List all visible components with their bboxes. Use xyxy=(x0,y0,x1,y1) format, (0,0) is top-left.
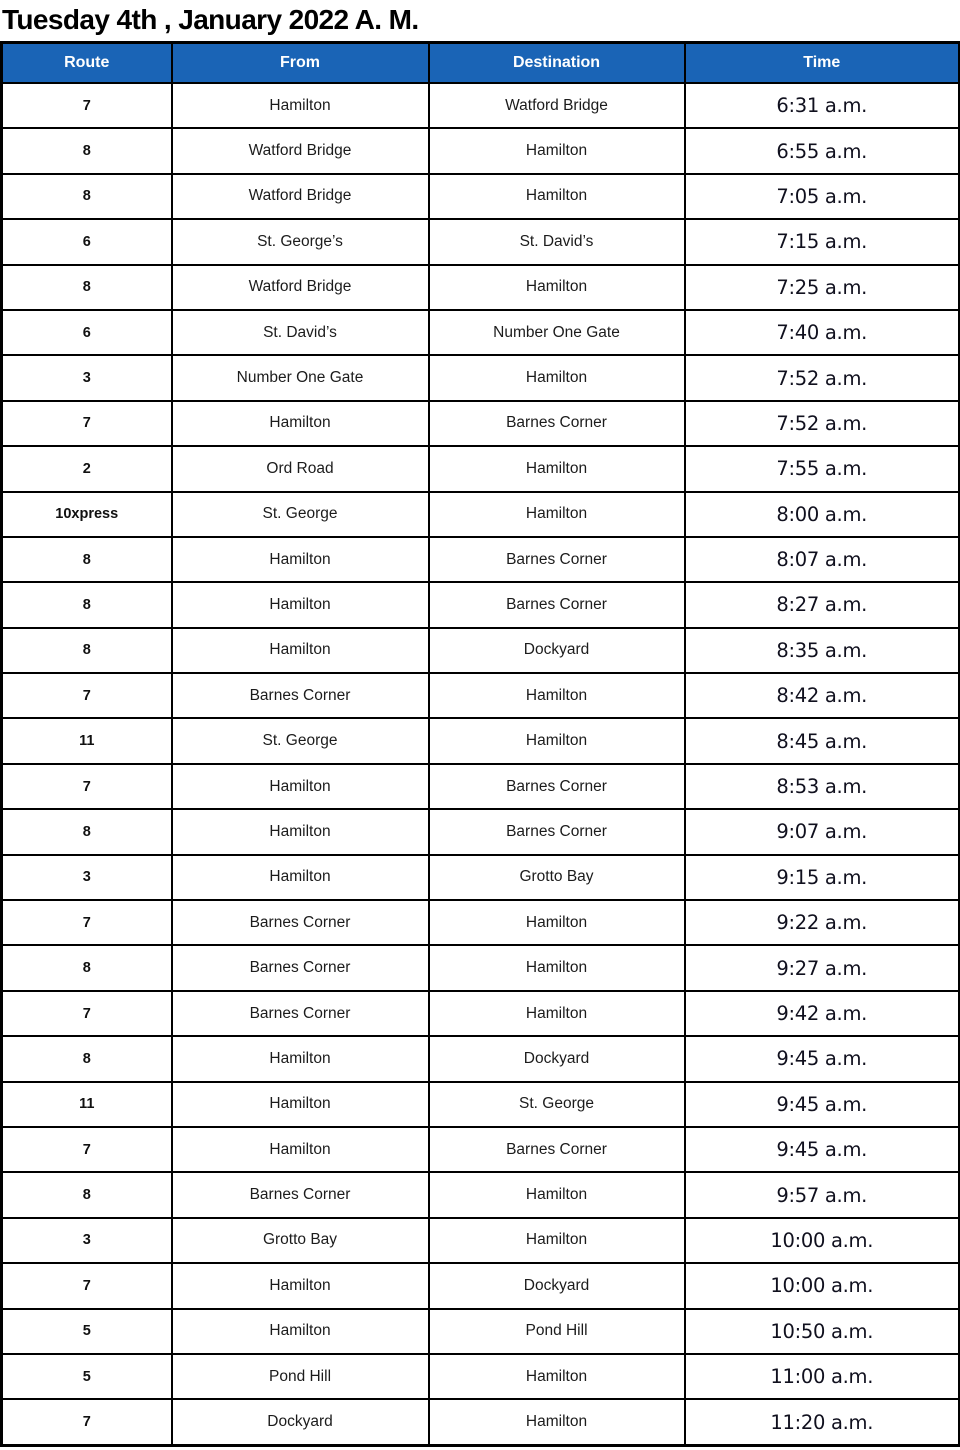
cell-time: 7:40 a.m. xyxy=(685,310,960,355)
cell-time: 7:05 a.m. xyxy=(685,174,960,219)
cell-destination: Grotto Bay xyxy=(429,855,685,900)
table-row xyxy=(2,1218,960,1263)
cell-time: 6:55 a.m. xyxy=(685,128,960,173)
cell-destination: Barnes Corner xyxy=(429,401,685,446)
cell-time: 7:52 a.m. xyxy=(685,401,960,446)
cell-from: Hamilton xyxy=(172,1036,429,1081)
table-row xyxy=(2,582,960,627)
header-row xyxy=(2,43,960,84)
cell-destination: Hamilton xyxy=(429,1354,685,1399)
cell-time: 7:52 a.m. xyxy=(685,355,960,400)
cell-route: 11 xyxy=(2,718,172,763)
column-header-route: Route xyxy=(2,43,172,84)
cell-destination: Barnes Corner xyxy=(429,764,685,809)
cell-time: 9:27 a.m. xyxy=(685,945,960,990)
cell-time: 8:45 a.m. xyxy=(685,718,960,763)
cell-time: 9:45 a.m. xyxy=(685,1036,960,1081)
cell-route: 2 xyxy=(2,446,172,491)
cell-from: Barnes Corner xyxy=(172,900,429,945)
cell-time: 7:55 a.m. xyxy=(685,446,960,491)
cell-time: 8:27 a.m. xyxy=(685,582,960,627)
cell-from: Barnes Corner xyxy=(172,945,429,990)
cell-destination: Pond Hill xyxy=(429,1309,685,1354)
cell-from: Number One Gate xyxy=(172,355,429,400)
bus-schedule-table xyxy=(0,41,960,1447)
cell-from: Barnes Corner xyxy=(172,673,429,718)
cell-destination: Dockyard xyxy=(429,1036,685,1081)
cell-from: Hamilton xyxy=(172,628,429,673)
cell-time: 8:42 a.m. xyxy=(685,673,960,718)
cell-from: Hamilton xyxy=(172,1127,429,1172)
cell-from: Watford Bridge xyxy=(172,265,429,310)
cell-from: Hamilton xyxy=(172,1082,429,1127)
table-row xyxy=(2,991,960,1036)
cell-time: 10:50 a.m. xyxy=(685,1309,960,1354)
cell-destination: Barnes Corner xyxy=(429,1127,685,1172)
cell-route: 7 xyxy=(2,401,172,446)
cell-time: 11:00 a.m. xyxy=(685,1354,960,1399)
table-row xyxy=(2,265,960,310)
table-row xyxy=(2,628,960,673)
cell-time: 9:22 a.m. xyxy=(685,900,960,945)
cell-time: 10:00 a.m. xyxy=(685,1263,960,1308)
cell-destination: Barnes Corner xyxy=(429,809,685,854)
cell-route: 7 xyxy=(2,1127,172,1172)
cell-route: 6 xyxy=(2,219,172,264)
table-row xyxy=(2,855,960,900)
table-row xyxy=(2,809,960,854)
cell-time: 11:20 a.m. xyxy=(685,1399,960,1445)
cell-route: 8 xyxy=(2,582,172,627)
cell-time: 9:45 a.m. xyxy=(685,1127,960,1172)
cell-from: Hamilton xyxy=(172,855,429,900)
column-header-from: From xyxy=(172,43,429,84)
page-title: Tuesday 4th , January 2022 A. M. xyxy=(2,4,419,35)
cell-time: 6:31 a.m. xyxy=(685,83,960,128)
cell-destination: Barnes Corner xyxy=(429,537,685,582)
cell-time: 8:35 a.m. xyxy=(685,628,960,673)
cell-destination: Dockyard xyxy=(429,1263,685,1308)
table-row xyxy=(2,128,960,173)
cell-route: 7 xyxy=(2,1263,172,1308)
cell-route: 7 xyxy=(2,991,172,1036)
column-header-destination: Destination xyxy=(429,43,685,84)
cell-destination: Hamilton xyxy=(429,673,685,718)
cell-from: Hamilton xyxy=(172,401,429,446)
cell-route: 8 xyxy=(2,809,172,854)
cell-destination: Hamilton xyxy=(429,945,685,990)
cell-route: 5 xyxy=(2,1354,172,1399)
cell-from: Hamilton xyxy=(172,1263,429,1308)
cell-route: 8 xyxy=(2,537,172,582)
table-row xyxy=(2,673,960,718)
cell-route: 3 xyxy=(2,855,172,900)
cell-route: 6 xyxy=(2,310,172,355)
cell-from: Ord Road xyxy=(172,446,429,491)
cell-from: St. George xyxy=(172,718,429,763)
cell-from: Grotto Bay xyxy=(172,1218,429,1263)
cell-route: 11 xyxy=(2,1082,172,1127)
cell-route: 8 xyxy=(2,1036,172,1081)
cell-from: St. David’s xyxy=(172,310,429,355)
table-row xyxy=(2,446,960,491)
cell-route: 8 xyxy=(2,1172,172,1217)
cell-destination: Dockyard xyxy=(429,628,685,673)
cell-time: 8:07 a.m. xyxy=(685,537,960,582)
table-row xyxy=(2,945,960,990)
cell-route: 8 xyxy=(2,945,172,990)
cell-from: St. George xyxy=(172,492,429,537)
cell-route: 8 xyxy=(2,628,172,673)
table-row xyxy=(2,1354,960,1399)
cell-from: Hamilton xyxy=(172,537,429,582)
table-row xyxy=(2,219,960,264)
table-row xyxy=(2,1036,960,1081)
cell-route: 3 xyxy=(2,1218,172,1263)
cell-destination: Hamilton xyxy=(429,991,685,1036)
cell-destination: Barnes Corner xyxy=(429,582,685,627)
cell-time: 7:15 a.m. xyxy=(685,219,960,264)
table-row xyxy=(2,492,960,537)
table-row xyxy=(2,1172,960,1217)
table-row xyxy=(2,537,960,582)
table-row xyxy=(2,1082,960,1127)
cell-destination: Hamilton xyxy=(429,1218,685,1263)
cell-route: 7 xyxy=(2,764,172,809)
cell-time: 9:45 a.m. xyxy=(685,1082,960,1127)
table-row xyxy=(2,1309,960,1354)
cell-from: Hamilton xyxy=(172,764,429,809)
cell-destination: Hamilton xyxy=(429,492,685,537)
cell-destination: Hamilton xyxy=(429,355,685,400)
cell-route: 7 xyxy=(2,83,172,128)
cell-time: 9:15 a.m. xyxy=(685,855,960,900)
table-row xyxy=(2,83,960,128)
cell-from: Hamilton xyxy=(172,582,429,627)
cell-from: Hamilton xyxy=(172,1309,429,1354)
table-row xyxy=(2,310,960,355)
cell-destination: Hamilton xyxy=(429,900,685,945)
cell-route: 10xpress xyxy=(2,492,172,537)
cell-time: 8:53 a.m. xyxy=(685,764,960,809)
table-row xyxy=(2,401,960,446)
cell-route: 5 xyxy=(2,1309,172,1354)
cell-from: Pond Hill xyxy=(172,1354,429,1399)
cell-time: 7:25 a.m. xyxy=(685,265,960,310)
cell-time: 10:00 a.m. xyxy=(685,1218,960,1263)
cell-from: St. George’s xyxy=(172,219,429,264)
cell-route: 8 xyxy=(2,265,172,310)
cell-route: 7 xyxy=(2,900,172,945)
table-row xyxy=(2,1263,960,1308)
cell-from: Dockyard xyxy=(172,1399,429,1445)
cell-time: 9:57 a.m. xyxy=(685,1172,960,1217)
cell-route: 3 xyxy=(2,355,172,400)
column-header-time: Time xyxy=(685,43,960,84)
cell-destination: Hamilton xyxy=(429,1172,685,1217)
cell-route: 7 xyxy=(2,1399,172,1445)
cell-destination: Number One Gate xyxy=(429,310,685,355)
cell-from: Hamilton xyxy=(172,809,429,854)
cell-from: Barnes Corner xyxy=(172,991,429,1036)
cell-route: 8 xyxy=(2,174,172,219)
cell-time: 8:00 a.m. xyxy=(685,492,960,537)
table-row xyxy=(2,174,960,219)
cell-destination: Hamilton xyxy=(429,265,685,310)
table-row xyxy=(2,764,960,809)
table-row xyxy=(2,718,960,763)
cell-destination: Hamilton xyxy=(429,446,685,491)
cell-destination: St. George xyxy=(429,1082,685,1127)
cell-destination: Hamilton xyxy=(429,1399,685,1445)
cell-route: 7 xyxy=(2,673,172,718)
cell-destination: Hamilton xyxy=(429,718,685,763)
cell-time: 9:07 a.m. xyxy=(685,809,960,854)
table-row xyxy=(2,355,960,400)
cell-from: Watford Bridge xyxy=(172,174,429,219)
cell-destination: Watford Bridge xyxy=(429,83,685,128)
cell-destination: St. David’s xyxy=(429,219,685,264)
cell-time: 9:42 a.m. xyxy=(685,991,960,1036)
table-row xyxy=(2,900,960,945)
cell-from: Barnes Corner xyxy=(172,1172,429,1217)
table-row xyxy=(2,1127,960,1172)
cell-from: Watford Bridge xyxy=(172,128,429,173)
table-row xyxy=(2,1399,960,1445)
table-body xyxy=(2,83,960,1445)
cell-route: 8 xyxy=(2,128,172,173)
cell-from: Hamilton xyxy=(172,83,429,128)
cell-destination: Hamilton xyxy=(429,174,685,219)
cell-destination: Hamilton xyxy=(429,128,685,173)
